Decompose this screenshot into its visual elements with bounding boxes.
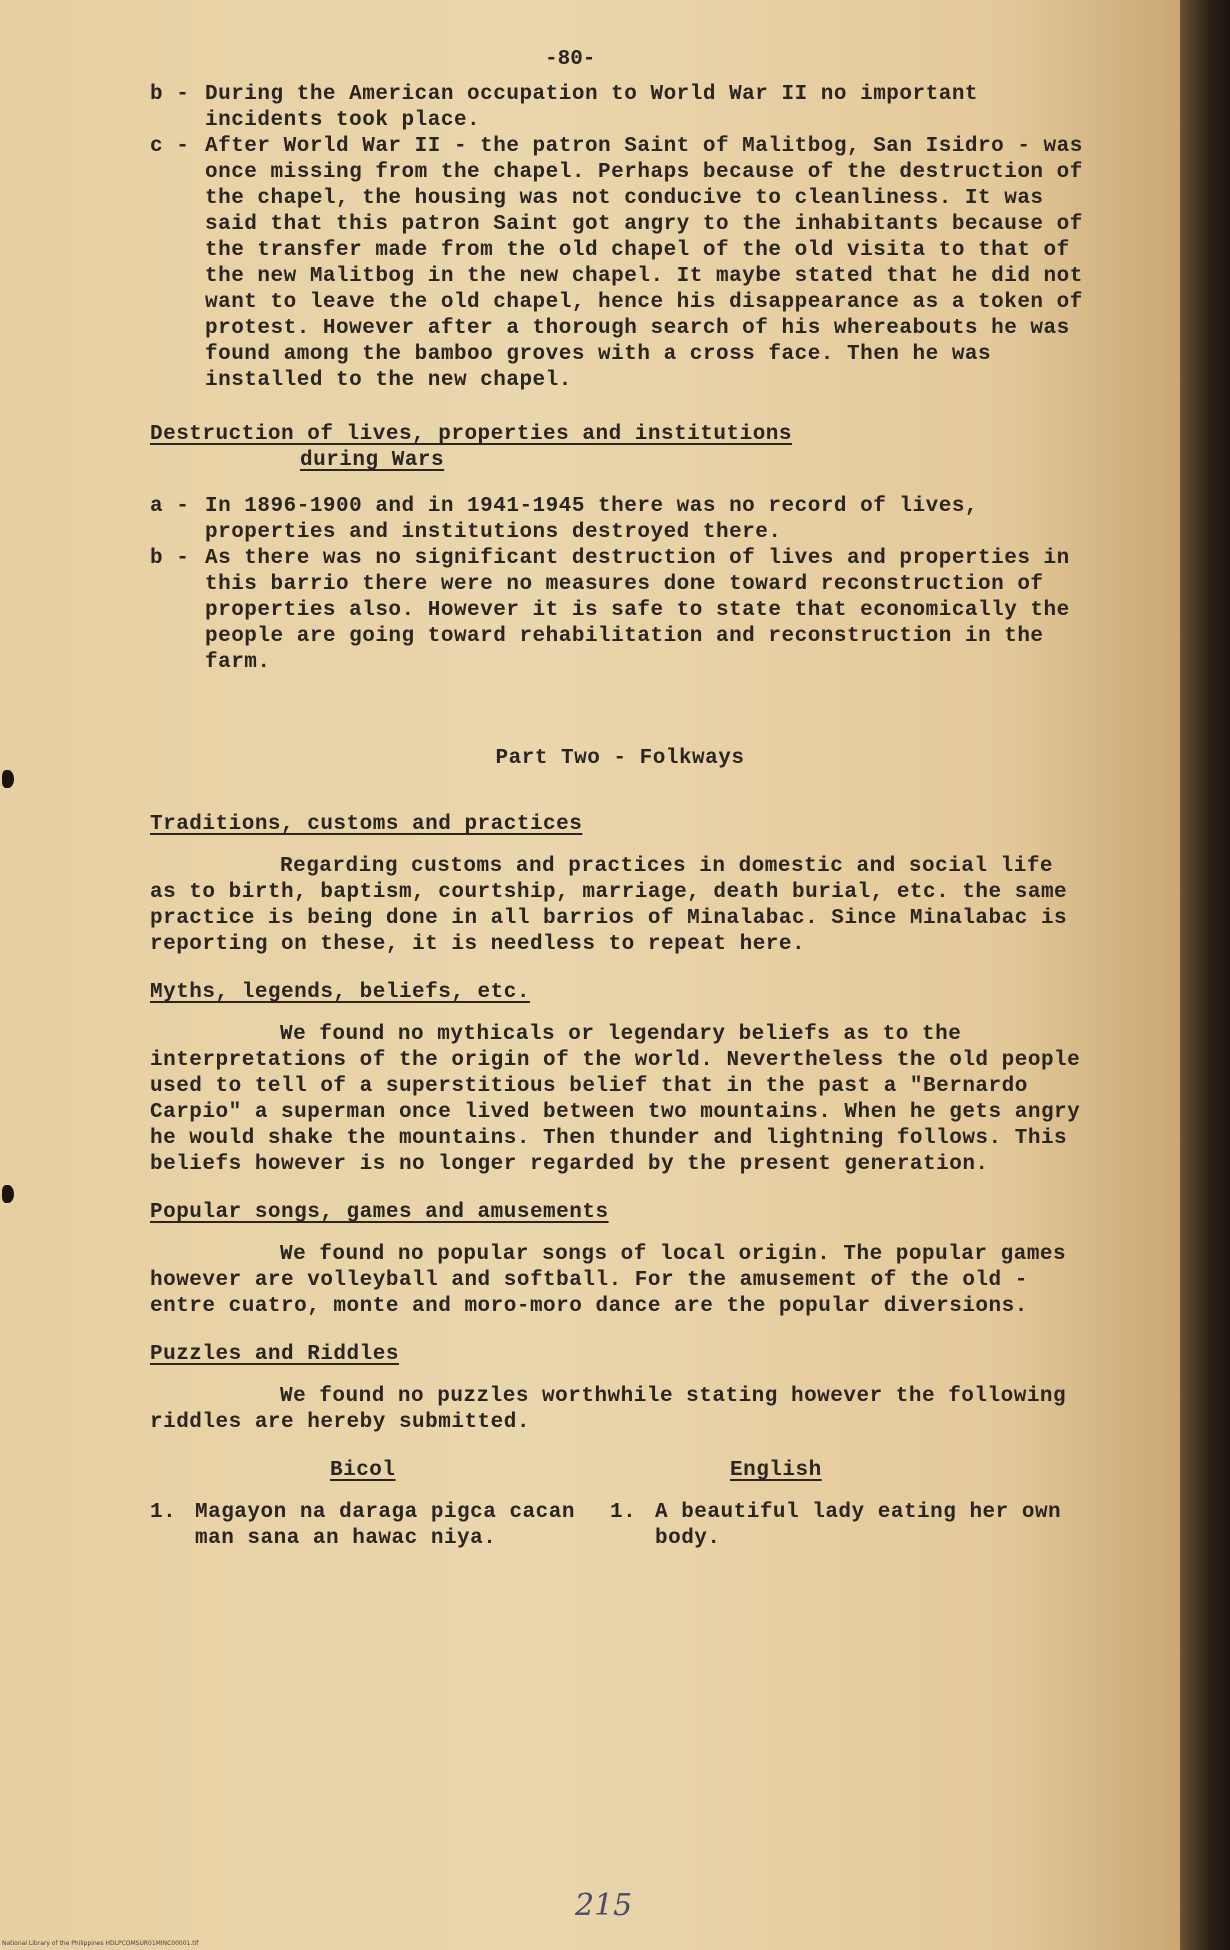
part-two-title: Part Two - Folkways: [495, 747, 745, 770]
english-heading: English: [730, 1459, 822, 1482]
myths-paragraph: We found no mythicals or legendary beliefs as to the interpretations of the origin of the world. Nevertheless the old people used to tell of a superstitious belief that in the past a "Bernardo Carpio" a superman once lived between two mountains. When he gets angry he would shake the mountains. Then thunder and lightning follows. This beliefs however is no longer regarded by the present generation.: [150, 1023, 1081, 1176]
document-body: [150, 40, 1090, 1598]
item-marker: c -: [150, 135, 190, 158]
item-text: In 1896-1900 and in 1941-1945 there was no record of lives, properties and institutions destroyed there.: [205, 495, 979, 544]
item-text: After World War II - the patron Saint of Malitbog, San Isidro - was once missing from the chapel. Perhaps because of the destruction of the chapel, the housing was not conducive to cleanliness. It was said that this patron Saint got angry to the inhabitants because of the transfer made from the old chapel of the old visita to that of the new Malitbog in the new chapel. It maybe stated that he did not want to leave the old chapel, hence his disappearance as a token of protest. However after a thorough search of his whereabouts he was found among the bamboo groves with a cross face. Then he was installed to the new chapel.: [205, 135, 1083, 392]
riddles-columns: [150, 1458, 1090, 1598]
bicol-column: [150, 1458, 590, 1552]
binding-hole-mark: [2, 1185, 14, 1203]
english-column: [610, 1458, 1090, 1552]
item-marker: b -: [150, 547, 190, 570]
handwritten-page-number: 215: [575, 1888, 633, 1923]
traditions-heading: Traditions, customs and practices: [150, 813, 583, 836]
puzzles-heading: Puzzles and Riddles: [150, 1343, 399, 1366]
bicol-heading: Bicol: [330, 1459, 396, 1482]
item-marker: b -: [150, 83, 190, 106]
item-text: As there was no significant destruction of lives and properties in this barrio there were no measures done toward reconstruction of properties also. However it is safe to state that economically the people are going toward rehabilitation and reconstruction in the farm.: [205, 547, 1070, 674]
destruction-heading: Destruction of lives, properties and institutions: [150, 423, 793, 446]
myths-heading: Myths, legends, beliefs, etc.: [150, 981, 530, 1004]
section-c-item: [150, 134, 1090, 394]
songs-heading: Popular songs, games and amusements: [150, 1201, 609, 1224]
binding-hole-mark: [2, 770, 14, 788]
traditions-paragraph: Regarding customs and practices in domestic and social life as to birth, baptism, courtship, marriage, death burial, etc. the same practice is being done in all barrios of Minalabac. Since Minalabac is reporting on these, it is needless to repeat here.: [150, 855, 1068, 956]
item-marker: 1.: [150, 1501, 177, 1524]
book-edge: [1180, 0, 1230, 1950]
destruction-heading-line2: during Wars: [300, 449, 445, 472]
songs-paragraph: We found no popular songs of local origin. The popular games however are volleyball and softball. For the amusement of the old - entre cuatro, monte and moro-moro dance are the popular diversions.: [150, 1243, 1067, 1318]
destruction-item-a: [150, 494, 1090, 546]
item-marker: a -: [150, 495, 190, 518]
archive-footer: National Library of the Philippines HDLPCOMSUR01MINC00001.tif: [2, 1940, 199, 1947]
destruction-item-b: [150, 546, 1090, 676]
riddle-bicol-item: [150, 1500, 590, 1552]
item-text: During the American occupation to World War II no important incidents took place.: [205, 83, 979, 132]
section-b-item: [150, 82, 1090, 134]
puzzles-paragraph: We found no puzzles worthwhile stating however the following riddles are hereby submitted.: [150, 1385, 1067, 1434]
riddle-english-item: [610, 1500, 1090, 1552]
riddle-bicol-text: Magayon na daraga pigca cacan man sana an hawac niya.: [195, 1501, 575, 1550]
item-marker: 1.: [610, 1501, 637, 1524]
page-number: -80-: [545, 48, 596, 71]
riddle-english-text: A beautiful lady eating her own body.: [655, 1501, 1062, 1550]
